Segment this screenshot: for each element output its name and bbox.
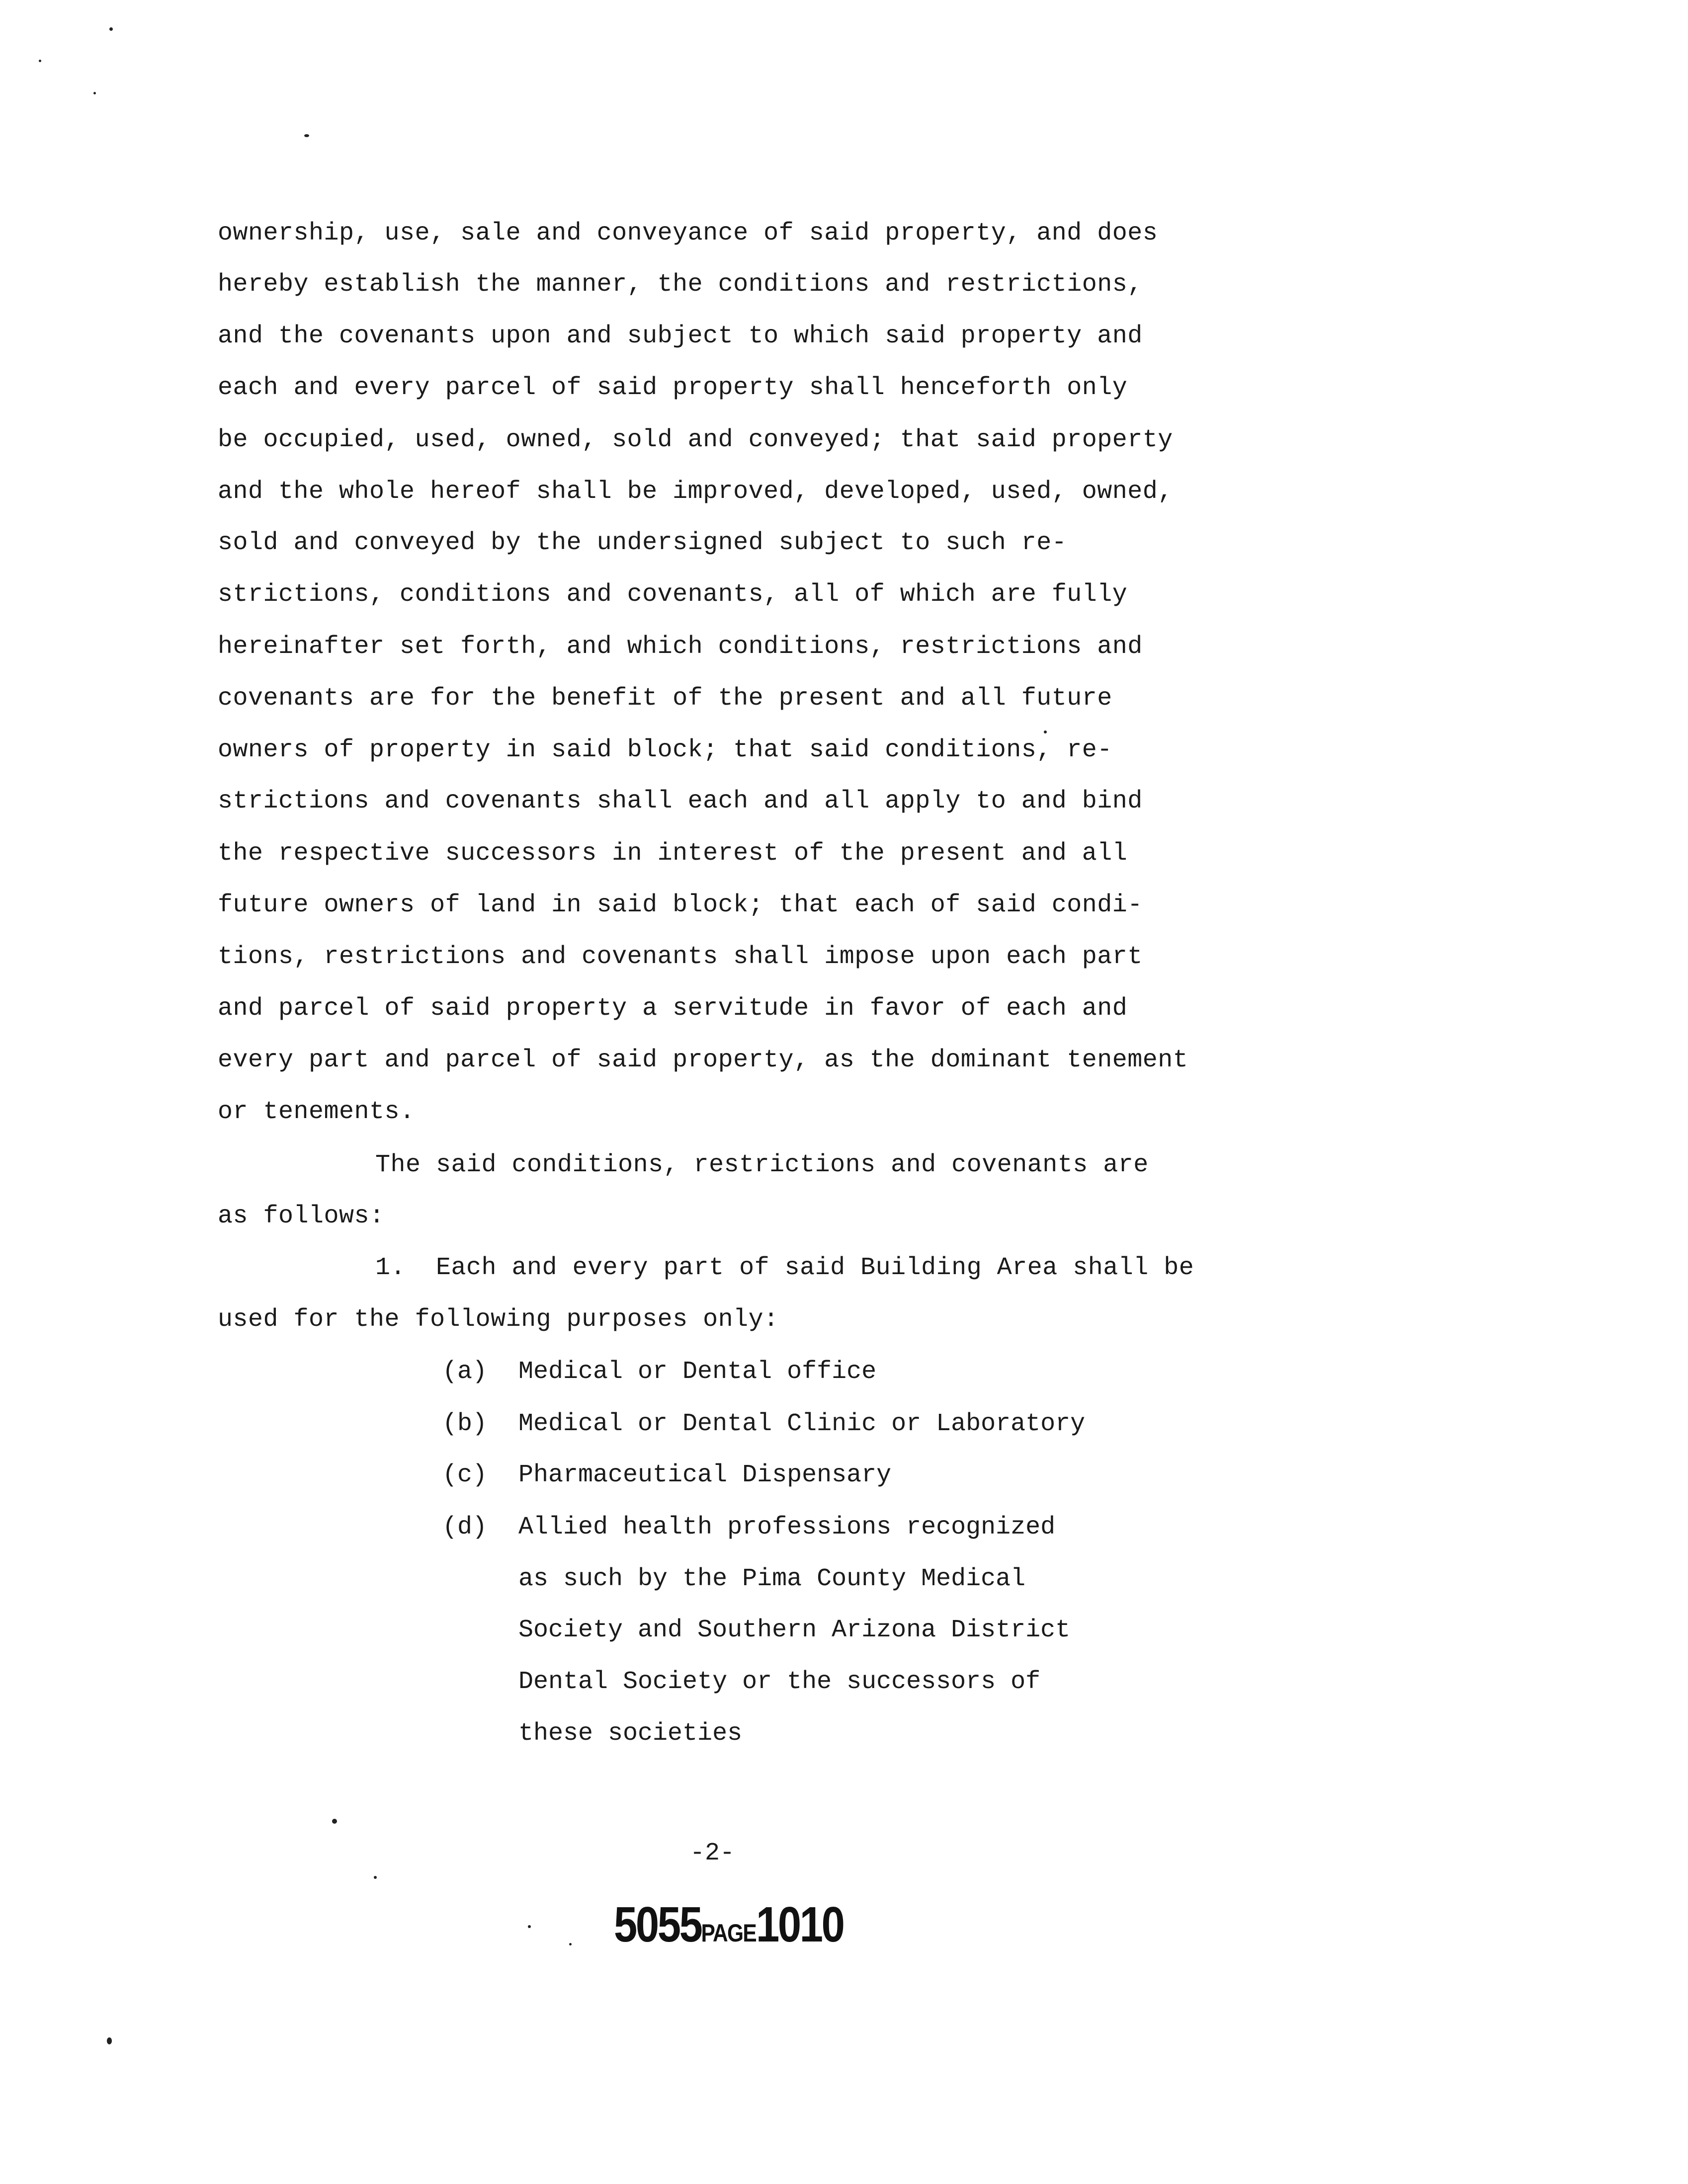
list-item-text: Medical or Dental Clinic or Laboratory <box>518 1410 1086 1438</box>
list-item-letter: (c) <box>442 1461 488 1489</box>
list-item-letter: (b) <box>442 1410 488 1438</box>
list-item-text: Pharmaceutical Dispensary <box>518 1461 892 1489</box>
list-item-text: Medical or Dental office <box>518 1358 877 1386</box>
list-item-letter: (d) <box>442 1513 488 1541</box>
scan-speck <box>304 134 309 137</box>
text-line: hereinafter set forth, and which conditions, restrictions and <box>218 633 1143 661</box>
text-line: used for the following purposes only: <box>218 1305 779 1334</box>
scan-speck <box>109 27 113 31</box>
text-line: the respective successors in interest of the present and all <box>218 839 1128 868</box>
stamp-page-number: 1010 <box>756 1897 844 1952</box>
text-line: covenants are for the benefit of the present and all future <box>218 684 1112 713</box>
scan-speck <box>39 60 41 62</box>
text-line: hereby establish the manner, the conditions and restrictions, <box>218 270 1143 299</box>
stamp-page-label: PAGE <box>701 1919 756 1947</box>
text-line: each and every parcel of said property shall henceforth only <box>218 374 1128 402</box>
text-line: 1. Each and every part of said Building Area shall be <box>375 1254 1194 1282</box>
list-item-text: as such by the Pima County Medical <box>518 1565 1026 1593</box>
list-item-text: Dental Society or the successors of <box>518 1668 1041 1696</box>
text-line: and the whole hereof shall be improved, developed, used, owned, <box>218 478 1173 506</box>
text-line: and the covenants upon and subject to which said property and <box>218 322 1143 350</box>
page-number: -2- <box>690 1839 735 1867</box>
list-item-letter: (a) <box>442 1358 488 1386</box>
text-line: or tenements. <box>218 1098 415 1126</box>
scan-speck <box>374 1876 377 1879</box>
list-item-text: these societies <box>518 1719 743 1748</box>
scan-speck <box>93 92 96 94</box>
text-line: strictions and covenants shall each and all apply to and bind <box>218 787 1143 815</box>
scan-speck <box>528 1925 531 1928</box>
text-line: future owners of land in said block; that each of said condi- <box>218 891 1143 919</box>
text-line: tions, restrictions and covenants shall impose upon each part <box>218 943 1143 971</box>
stamp-book-number: 5055 <box>614 1897 701 1952</box>
text-line: strictions, conditions and covenants, all of which are fully <box>218 580 1128 609</box>
scan-speck <box>1044 730 1047 733</box>
recording-stamp <box>614 1897 843 1960</box>
scan-speck <box>569 1943 572 1945</box>
text-line: and parcel of said property a servitude in favor of each and <box>218 994 1128 1023</box>
scan-speck <box>332 1819 337 1824</box>
list-item-text: Allied health professions recognized <box>518 1513 1056 1541</box>
text-line: The said conditions, restrictions and covenants are <box>375 1151 1149 1179</box>
text-line: every part and parcel of said property, as the dominant tenement <box>218 1046 1188 1074</box>
text-line: as follows: <box>218 1202 385 1230</box>
list-item-text: Society and Southern Arizona District <box>518 1616 1071 1644</box>
text-line: be occupied, used, owned, sold and conveyed; that said property <box>218 426 1173 454</box>
scan-speck <box>107 2037 112 2044</box>
text-line: ownership, use, sale and conveyance of said property, and does <box>218 219 1158 247</box>
text-line: owners of property in said block; that said conditions, re- <box>218 736 1112 764</box>
text-line: sold and conveyed by the undersigned subject to such re- <box>218 529 1067 557</box>
